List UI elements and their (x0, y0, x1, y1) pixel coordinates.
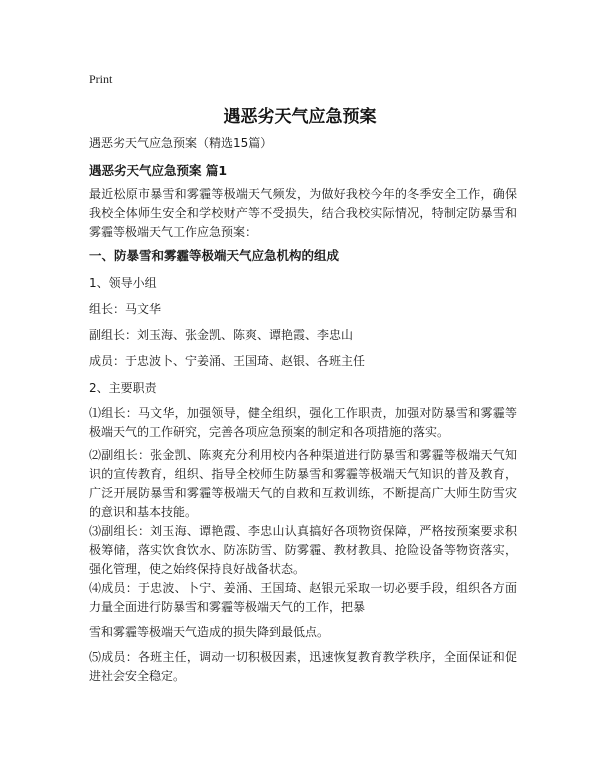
page-title: 遇恶劣天气应急预案 (223, 107, 377, 127)
item-leadership-group: 1、领导小组 (89, 276, 157, 290)
section-title: 遇恶劣天气应急预案 篇1 (89, 163, 228, 178)
duty-paragraph-5: ⑸成员：各班主任，调动一切积极因素，迅速恢复教育教学秩序，全面保证和促进社会安全稳定。 (89, 650, 517, 683)
duty-paragraph-4: ⑷成员：于忠波、卜宁、姜涌、王国琦、赵银元采取一切必要手段，组织各方面力量全面进行防暴雪和雾霾等极端天气的工作，把暴 (89, 581, 517, 614)
heading-organization: 一、防暴雪和雾霾等极端天气应急机构的组成 (89, 248, 340, 263)
duty-paragraph-3: ⑶副组长：刘玉海、谭艳霞、李忠山认真搞好各项物资保障，严格按预案要求积极筹储，落实饮食饮水、防冻防雪、防雾霾、教材教具、抢险设备等物资落实，强化管理，使之始终保持良好战备状态。 (89, 524, 517, 576)
item-main-duties: 2、主要职责 (89, 381, 157, 395)
leader-line: 组长：马文华 (89, 302, 162, 316)
subtitle: 遇恶劣天气应急预案（精选15篇） (89, 136, 273, 150)
duty-paragraph-4-continued: 雪和雾霾等极端天气造成的损失降到最低点。 (89, 625, 330, 639)
duty-paragraph-1: ⑴组长：马文华，加强领导，健全组织，强化工作职责，加强对防暴雪和雾霾等极端天气的工作研究，完善各项应急预案的制定和各项措施的落实。 (89, 406, 517, 439)
intro-paragraph: 最近松原市暴雪和雾霾等极端天气频发，为做好我校今年的冬季安全工作，确保我校全体师生安全和学校财产等不受损失，结合我校实际情况，特制定防暴雪和雾霾等极端天气工作应急预案： (89, 187, 517, 239)
members-line: 成员：于忠波卜、宁姜涌、王国琦、赵银、各班主任 (89, 354, 366, 368)
vice-leaders-line: 副组长：刘玉海、张金凯、陈爽、谭艳霞、李忠山 (89, 328, 354, 342)
print-link[interactable]: Print (89, 72, 113, 86)
duty-paragraph-2: ⑵副组长：张金凯、陈爽充分利用校内各种渠道进行防暴雪和雾霾等极端天气知识的宣传教育，组织、指导全校师生防暴雪和雾霾等极端天气知识的普及教育，广泛开展防暴雪和雾霾等极端天气的自救和互救训练，不断提高广大师生防雪灾的意识和基本技能。 (89, 448, 517, 519)
